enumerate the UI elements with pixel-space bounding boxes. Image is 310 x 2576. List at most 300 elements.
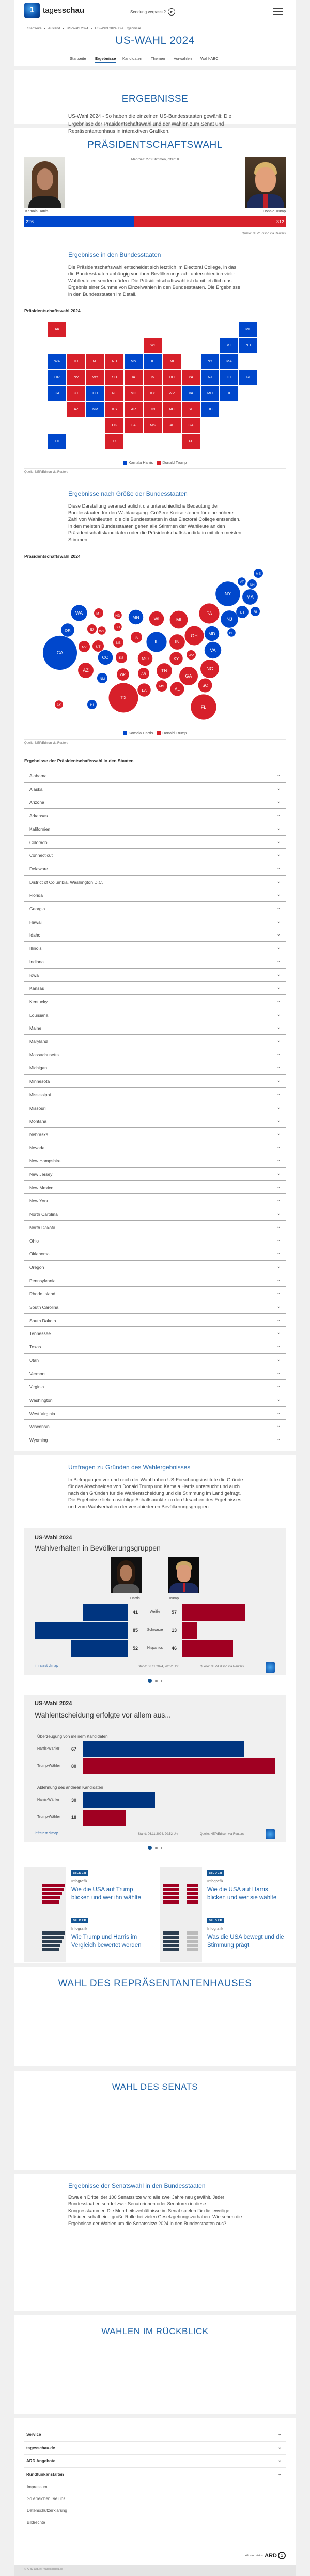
thumbnail-bar: [163, 1936, 179, 1939]
state-name: Georgia: [29, 906, 45, 911]
chevron-down-icon: ⌄: [276, 1171, 281, 1176]
bubble-label: ME: [256, 572, 261, 576]
breadcrumb-item[interactable]: US-Wahl 2024: [67, 27, 89, 30]
state-row[interactable]: [24, 1127, 286, 1141]
missed-show-link[interactable]: [130, 8, 175, 16]
map-state-oh[interactable]: OH: [163, 370, 181, 385]
bubble-label: UT: [96, 645, 101, 649]
state-row[interactable]: [24, 915, 286, 928]
map-state-mi[interactable]: MI: [163, 354, 181, 369]
map-state-ma[interactable]: MA: [220, 354, 238, 369]
teaser-kicker: Infografik: [207, 1926, 223, 1931]
teaser-thumbnail: [160, 1915, 202, 1962]
chevron-down-icon: ⌄: [276, 838, 281, 844]
state-row[interactable]: [24, 1061, 286, 1074]
thumbnail-bar: [42, 1940, 62, 1943]
state-row[interactable]: [24, 1353, 286, 1367]
state-name: Connecticut: [29, 853, 53, 858]
carousel-dot[interactable]: [148, 1679, 152, 1683]
footer-link[interactable]: Bildrechte: [27, 2520, 45, 2525]
chevron-down-icon: ⌄: [276, 1104, 281, 1110]
footer-accordion[interactable]: [24, 2428, 286, 2441]
chevron-down-icon: ⌄: [276, 1130, 281, 1136]
state-row[interactable]: [24, 1340, 286, 1353]
tab-kandidaten[interactable]: Kandidaten: [122, 56, 142, 61]
state-name: Idaho: [29, 932, 41, 938]
missed-show-label: Sendung verpasst?: [130, 9, 166, 14]
state-name: Massachusetts: [29, 1052, 59, 1057]
infographic-title: Wahlentscheidung erfolgte vor allem aus...: [35, 1711, 172, 1719]
breadcrumb: [27, 27, 141, 30]
thumbnail-bar: [163, 1948, 179, 1951]
trump-name: Donald Trump: [263, 210, 286, 213]
thumbnail-bar: [187, 1931, 198, 1935]
stand: Stand: 06.11.2024, 20:52 Uhr: [138, 1833, 179, 1836]
state-row[interactable]: [24, 835, 286, 849]
map-state-nm[interactable]: NM: [86, 402, 104, 417]
state-row[interactable]: [24, 994, 286, 1008]
bubble-label: MD: [208, 631, 215, 636]
breadcrumb-separator-icon: ▸: [63, 27, 64, 30]
senate-heading: Ergebnisse der Senatswahl in den Bundesstaaten: [68, 2182, 206, 2189]
state-row[interactable]: [24, 875, 286, 888]
chevron-down-icon: ⌄: [276, 772, 281, 777]
bubble-label: AK: [56, 703, 61, 707]
state-row[interactable]: [24, 1406, 286, 1420]
bubble-label: ND: [115, 614, 120, 618]
map-state-dc[interactable]: DC: [201, 402, 219, 417]
teaser-link[interactable]: [160, 1867, 289, 1915]
carousel-dots: [0, 1679, 310, 1683]
footer-accordion-label: Service: [26, 2432, 41, 2437]
harris-name: Kamala Harris: [25, 210, 49, 213]
map-state-wi[interactable]: WI: [144, 338, 162, 353]
thumbnail-bar: [187, 1936, 198, 1939]
thumbnail-bar: [187, 1940, 198, 1943]
bubble-label: WY: [99, 630, 105, 633]
ard-wordmark: ARD: [265, 2552, 277, 2559]
chevron-down-icon: ⌄: [276, 1250, 281, 1256]
voter-label: Harris-Wähler: [37, 1747, 60, 1751]
thumbnail-bar: [187, 1948, 198, 1951]
state-row[interactable]: [24, 1393, 286, 1406]
thumbnail-bar: [187, 1900, 198, 1904]
chevron-down-icon: ⌄: [276, 1064, 281, 1070]
category-label: Hispanics: [147, 1646, 163, 1650]
footer-accordion[interactable]: [24, 2467, 286, 2480]
state-name: Maine: [29, 1025, 42, 1031]
bubble-title: Präsidentschaftswahl 2024: [24, 554, 81, 559]
carousel-dot[interactable]: [161, 1680, 162, 1682]
menu-button[interactable]: [273, 8, 283, 15]
state-name: Montana: [29, 1118, 47, 1124]
infographic-groups: [24, 1528, 286, 1675]
thumbnail-bar: [163, 1888, 179, 1891]
bubble-label: WV: [188, 654, 194, 657]
state-row[interactable]: [24, 955, 286, 968]
map-state-de[interactable]: DE: [220, 386, 238, 401]
footer-link[interactable]: So erreichen Sie uns: [27, 2496, 66, 2501]
state-name: Virginia: [29, 1384, 44, 1390]
map-state-nc[interactable]: NC: [163, 402, 181, 417]
chevron-down-icon: ⌄: [276, 1038, 281, 1043]
bubble-label: NY: [224, 591, 231, 596]
bubble-legend: [0, 731, 310, 735]
breadcrumb-item[interactable]: Ausland: [48, 27, 60, 30]
logo[interactable]: [24, 3, 84, 18]
footer-accordion[interactable]: [24, 2441, 286, 2454]
state-row[interactable]: [24, 1379, 286, 1393]
state-row[interactable]: [24, 1274, 286, 1287]
legend-trump: Donald Trump: [157, 460, 187, 465]
map-state-al[interactable]: AL: [163, 418, 181, 433]
state-row[interactable]: [24, 928, 286, 941]
state-name: West Virginia: [29, 1410, 55, 1416]
state-row[interactable]: [24, 782, 286, 795]
map-state-ok[interactable]: OK: [105, 418, 123, 433]
ard-claim: Wir sind deins.: [245, 2554, 264, 2557]
state-row[interactable]: [24, 862, 286, 875]
map-state-ks[interactable]: KS: [105, 402, 123, 417]
map-state-ia[interactable]: IA: [125, 370, 143, 385]
state-name: Oklahoma: [29, 1251, 50, 1257]
state-row[interactable]: [24, 888, 286, 901]
state-name: New York: [29, 1198, 48, 1204]
stand: Stand: 06.11.2024, 20:52 Uhr: [138, 1665, 179, 1668]
chevron-down-icon: ⌄: [276, 1117, 281, 1123]
thumbnail-bar: [163, 1900, 179, 1904]
map-state-ky[interactable]: KY: [144, 386, 162, 401]
majority-note: Mehrheit: 270 Stimmen, offen: 0: [131, 158, 179, 161]
state-row[interactable]: [24, 1048, 286, 1061]
map-state-nh[interactable]: NH: [239, 338, 257, 353]
map-state-ne[interactable]: NE: [105, 386, 123, 401]
state-name: South Carolina: [29, 1305, 59, 1310]
senate-text: Etwa ein Drittel der 100 Senatssitze wird alle zwei Jahre neu gewählt. Jeder Bundesstaat entsendet zwei Senatorinnen oder Senatoren in diese Kongresskammer. Die Mehrheitsverhältnisse im Senat spielen für die jeweilige Präsidentschaft eine große Rolle bei vielen Gesetzgebungsvorhaben. Wie sehen die Ergebnisse der Wahlen um die Senatssitze 2024 in den Bundesstaaten aus?: [68, 2195, 242, 2227]
teaser-badge: BILDER: [207, 1918, 224, 1923]
harris-bar: [71, 1640, 128, 1657]
group-label: Überzeugung von meinem Kandidaten: [37, 1734, 108, 1739]
state-name: New Hampshire: [29, 1158, 61, 1164]
teaser-link[interactable]: [160, 1915, 289, 1962]
bubble-label: NE: [116, 641, 121, 645]
chevron-down-icon: ⌄: [276, 1078, 281, 1083]
legend-trump: Donald Trump: [157, 731, 187, 735]
bubble-label: IL: [154, 639, 159, 645]
chevron-down-icon: ⌄: [276, 1370, 281, 1375]
map-state-ca[interactable]: CA: [48, 386, 66, 401]
map-state-mn[interactable]: MN: [125, 354, 143, 369]
thumbnail-bar: [42, 1900, 59, 1904]
chevron-down-icon: ⌄: [276, 931, 281, 937]
thumbnail-bar: [42, 1936, 64, 1939]
map-state-in[interactable]: IN: [144, 370, 162, 385]
map-state-wv[interactable]: WV: [163, 386, 181, 401]
copyright: © ARD-aktuell / tagesschau.de: [24, 2568, 63, 2571]
bubble-label: FL: [200, 704, 207, 710]
map-state-wa[interactable]: WA: [48, 354, 66, 369]
chevron-down-icon: ⌄: [276, 1024, 281, 1030]
map-state-ar[interactable]: AR: [125, 402, 143, 417]
state-row[interactable]: [24, 1021, 286, 1034]
breadcrumb-separator-icon: ▸: [44, 27, 45, 30]
legend-harris: Kamala Harris: [123, 460, 153, 465]
chevron-down-icon: ⌄: [276, 878, 281, 884]
state-row[interactable]: [24, 981, 286, 994]
voter-label: Trump-Wähler: [37, 1764, 60, 1768]
thumbnail-bar: [163, 1892, 179, 1895]
map-state-ak[interactable]: AK: [48, 322, 66, 337]
tagesschau-small-logo-icon: [266, 1662, 275, 1673]
map-state-ri[interactable]: RI: [239, 370, 257, 385]
bubble-label: VT: [239, 580, 244, 584]
map-state-sc[interactable]: SC: [182, 402, 200, 417]
state-row[interactable]: [24, 1074, 286, 1087]
state-row[interactable]: [24, 1260, 286, 1274]
state-row[interactable]: [24, 1367, 286, 1380]
state-row[interactable]: [24, 1087, 286, 1101]
map-state-sd[interactable]: SD: [105, 370, 123, 385]
bubble-label: OH: [191, 633, 198, 638]
thumbnail-bar: [163, 1884, 179, 1887]
state-name: Louisiana: [29, 1012, 49, 1018]
chevron-down-icon: ⌄: [277, 2444, 282, 2450]
map-state-vt[interactable]: VT: [220, 338, 238, 353]
map-state-nd[interactable]: ND: [105, 354, 123, 369]
state-row[interactable]: [24, 769, 286, 782]
state-row[interactable]: [24, 1114, 286, 1127]
map-state-md[interactable]: MD: [201, 386, 219, 401]
bubble-label: OR: [65, 628, 71, 633]
trump-bar: [182, 1622, 197, 1639]
map-state-id[interactable]: ID: [67, 354, 85, 369]
breadcrumb-item[interactable]: US-Wahl 2024: Die Ergebnisse: [95, 27, 142, 30]
trump-bar: [182, 1640, 233, 1657]
bubble-label: MO: [142, 656, 149, 661]
tab-ergebnisse[interactable]: Ergebnisse: [95, 56, 116, 63]
harris-value: 41: [133, 1609, 138, 1615]
map-state-nj[interactable]: NJ: [201, 370, 219, 385]
map-state-va[interactable]: VA: [182, 386, 200, 401]
state-name: Tennessee: [29, 1331, 51, 1337]
chevron-down-icon: ⌄: [276, 971, 281, 977]
thumbnail-bar: [163, 1940, 179, 1943]
chevron-down-icon: ⌄: [276, 1409, 281, 1415]
voter-label: Trump-Wähler: [37, 1815, 60, 1819]
chevron-down-icon: ⌄: [276, 785, 281, 791]
state-row[interactable]: [24, 1207, 286, 1220]
teaser-title: Wie Trump und Harris im Vergleich bewertet werden: [71, 1934, 142, 1949]
breadcrumb-item[interactable]: Startseite: [27, 27, 42, 30]
teaser-link[interactable]: [24, 1915, 153, 1962]
state-row[interactable]: [24, 1101, 286, 1114]
state-name: District of Columbia, Washington D.C.: [29, 879, 103, 885]
state-row[interactable]: [24, 941, 286, 955]
state-name: Oregon: [29, 1264, 44, 1270]
footer-accordion-label: ARD Angebote: [26, 2459, 56, 2464]
bubble-label: AZ: [83, 668, 89, 673]
bubble-chart: [0, 563, 310, 724]
tagesschau-small-logo-icon: [266, 1829, 275, 1839]
map-state-pa[interactable]: PA: [182, 370, 200, 385]
chevron-down-icon: ⌄: [276, 1290, 281, 1296]
state-row[interactable]: [24, 1286, 286, 1300]
infographic-source: Quelle: NEP/Edison via Reuters: [200, 1833, 244, 1836]
map-state-il[interactable]: IL: [144, 354, 162, 369]
chevron-down-icon: ⌄: [277, 2431, 282, 2436]
map-state-nv[interactable]: NV: [67, 370, 85, 385]
state-row[interactable]: [24, 1220, 286, 1234]
tab-startseite[interactable]: Startseite: [70, 56, 86, 61]
bubble-label: SD: [115, 626, 120, 630]
state-row[interactable]: [24, 1326, 286, 1340]
map-state-or[interactable]: OR: [48, 370, 66, 385]
state-row[interactable]: [24, 848, 286, 862]
state-row[interactable]: [24, 1193, 286, 1207]
state-row[interactable]: [24, 795, 286, 808]
state-row[interactable]: [24, 1247, 286, 1260]
bubble-label: WA: [75, 610, 83, 616]
tagesschau-logo-icon: 1: [24, 3, 40, 18]
bubble-label: WI: [153, 616, 160, 621]
state-row[interactable]: [24, 1419, 286, 1433]
state-name: Nebraska: [29, 1131, 49, 1137]
tab-wahl-abc[interactable]: Wahl-ABC: [200, 56, 219, 61]
state-row[interactable]: [24, 901, 286, 915]
bubble-label: NH: [250, 583, 255, 587]
reason-bar: [83, 1758, 275, 1774]
intro-text: US-Wahl 2024 - So haben die einzelnen US-Bundesstaaten gewählt: Die Ergebnisse der Präsidentschaftswahl und der Wahlen zum Senat und Repräsentantenhaus in interaktiven Grafiken.: [68, 114, 232, 134]
state-row[interactable]: [24, 1313, 286, 1327]
bubble-label: TN: [161, 668, 167, 673]
carousel-dot[interactable]: [148, 1846, 152, 1850]
map-state-mt[interactable]: MT: [86, 354, 104, 369]
harris-votes: 226: [26, 219, 34, 224]
value-label: 67: [71, 1746, 77, 1752]
harris-bar: [83, 1604, 128, 1621]
bubble-label: SC: [202, 683, 208, 688]
footer-link[interactable]: Datenschutzerklärung: [27, 2508, 67, 2513]
chevron-down-icon: ⌄: [276, 1091, 281, 1096]
carousel-dot[interactable]: [161, 1847, 162, 1849]
bubble-label: IN: [175, 639, 180, 645]
bubble-label: ID: [90, 628, 94, 632]
bubble-label: RI: [253, 610, 257, 614]
bubble-label: MS: [159, 685, 164, 688]
map-state-mo[interactable]: MO: [125, 386, 143, 401]
state-name: New Jersey: [29, 1172, 53, 1177]
bubble-label: AL: [175, 687, 180, 692]
footer-link[interactable]: Impressum: [27, 2485, 48, 2489]
teaser-title: Was die USA bewegt und die Stimmung prägt: [207, 1934, 284, 1949]
map-state-az[interactable]: AZ: [67, 402, 85, 417]
state-name: Texas: [29, 1344, 41, 1350]
ard-logo[interactable]: [245, 2552, 286, 2559]
state-row[interactable]: [24, 968, 286, 982]
map-state-wy[interactable]: WY: [86, 370, 104, 385]
state-row[interactable]: [24, 1433, 286, 1446]
state-row[interactable]: [24, 1167, 286, 1180]
chevron-down-icon: ⌄: [276, 1383, 281, 1389]
map-state-ny[interactable]: NY: [201, 354, 219, 369]
bubble-label: MN: [132, 615, 140, 620]
bubble-label: MA: [246, 594, 254, 600]
state-name: Kansas: [29, 986, 44, 991]
states-text: Die Präsidentschaftswahl entscheidet sich letztlich im Electoral College, in das die Bundesstaaten abhängig von ihrer Bevölkerungszahl unterschiedlich viele Wahlleute entsenden dürfen. Die Präsidentschaftswahl ist damit letztlich das Ergebnis einer Summe von Einzelwahlen in den Bundesstaaten. Die Ergebnisse in den Bundesstaaten im Detail.: [68, 264, 241, 297]
map-state-fl[interactable]: FL: [182, 434, 200, 449]
chevron-down-icon: ⌄: [276, 1237, 281, 1243]
state-row[interactable]: [24, 808, 286, 822]
retro-title: WAHLEN IM RÜCKBLICK: [101, 2326, 209, 2336]
state-row[interactable]: [24, 1008, 286, 1021]
bubble-source: Quelle: NEP/Edison via Reuters: [24, 742, 69, 745]
state-list-heading: Ergebnisse der Präsidentschaftswahl in den Staaten: [24, 758, 134, 763]
infratest-logo: infratest dimap: [35, 1664, 58, 1668]
teaser-link[interactable]: [24, 1867, 153, 1915]
state-row[interactable]: [24, 1154, 286, 1167]
chevron-down-icon: ⌄: [276, 1011, 281, 1017]
state-row[interactable]: [24, 1141, 286, 1154]
carousel-dot[interactable]: [155, 1680, 158, 1682]
polls-text: In Befragungen vor und nach der Wahl haben US-Forschungsinstitute die Gründe für das Abschneiden von Donald Trump und Kamala Harris untersucht und auch nach den Gründen für die Wahlentscheidung und die Stimmung im Land gefragt. Die Ergebnisse liefern wichtige Anhaltspunkte zu den Ursachen des Ergebnisses und zum Wahlverhalten der verschiedenen Bevölkerungsgruppen.: [68, 1477, 243, 1509]
harris-votes-bar: [24, 216, 134, 227]
tab-themen[interactable]: Themen: [151, 56, 165, 61]
map-state-ct[interactable]: CT: [220, 370, 238, 385]
trump-photo: [168, 1557, 199, 1593]
thumbnail-bar: [42, 1948, 59, 1951]
state-row[interactable]: [24, 822, 286, 835]
harris-photo: [24, 157, 65, 208]
map-state-tn[interactable]: TN: [144, 402, 162, 417]
thumbnail-bar: [187, 1892, 198, 1895]
infographic-reasons: [24, 1695, 286, 1842]
carousel-dot[interactable]: [155, 1847, 158, 1849]
state-row[interactable]: [24, 1300, 286, 1313]
map-state-tx[interactable]: TX: [105, 434, 123, 449]
harris-label: Harris: [130, 1597, 140, 1600]
teaser-kicker: Infografik: [71, 1879, 87, 1883]
state-name: Maryland: [29, 1039, 48, 1044]
thumbnail-bar: [42, 1888, 64, 1891]
map-state-hi[interactable]: HI: [48, 434, 66, 449]
map-state-ga[interactable]: GA: [182, 418, 200, 433]
tab-vorwahlen[interactable]: Vorwahlen: [174, 56, 192, 61]
logo-text-bold: schau: [61, 6, 85, 15]
map-state-co[interactable]: CO: [86, 386, 104, 401]
value-label: 18: [71, 1815, 77, 1820]
state-name: Pennsylvania: [29, 1278, 56, 1283]
state-row[interactable]: [24, 1180, 286, 1194]
state-name: Arkansas: [29, 813, 48, 819]
map-state-me[interactable]: ME: [239, 322, 257, 337]
state-row[interactable]: [24, 1034, 286, 1048]
state-name: Arizona: [29, 800, 44, 805]
footer-accordion[interactable]: [24, 2454, 286, 2467]
map-state-la[interactable]: LA: [125, 418, 143, 433]
copyright-bar: [14, 2565, 296, 2576]
vote-source: Quelle: NEP/Edison via Reuters: [241, 232, 286, 235]
logo-text-light: tages: [43, 6, 62, 15]
bubble-label: KS: [119, 656, 124, 660]
state-name: Michigan: [29, 1065, 48, 1071]
chevron-down-icon: ⌄: [276, 1356, 281, 1362]
map-state-ms[interactable]: MS: [144, 418, 162, 433]
state-name: Wyoming: [29, 1437, 48, 1443]
chevron-down-icon: ⌄: [276, 1304, 281, 1309]
teaser-badge: BILDER: [207, 1870, 224, 1876]
map-state-ut[interactable]: UT: [67, 386, 85, 401]
state-row[interactable]: [24, 1234, 286, 1247]
